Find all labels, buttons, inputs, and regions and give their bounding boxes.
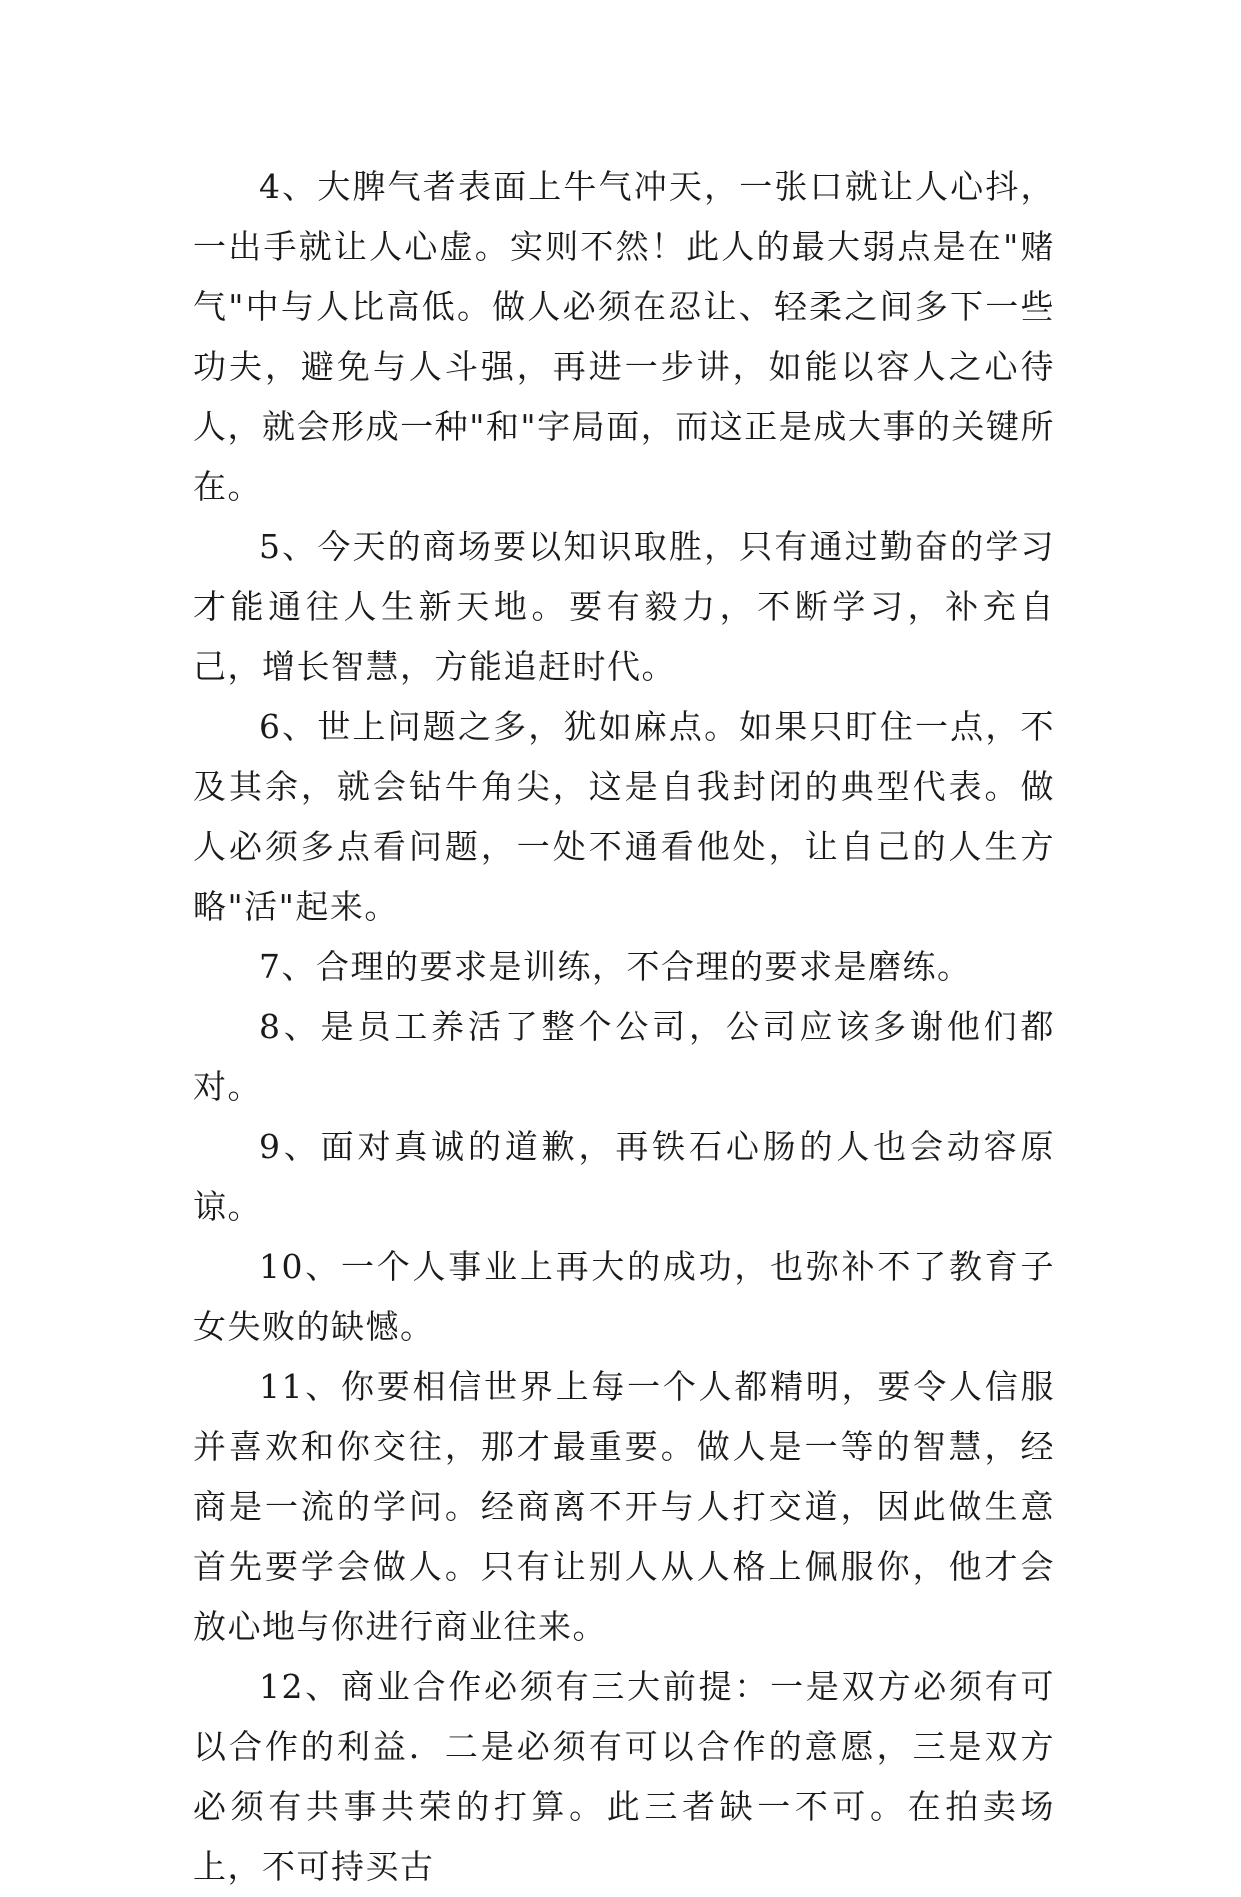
paragraph-8: 8、是员工养活了整个公司，公司应该多谢他们都对。 [193, 1007, 1055, 1106]
paragraph-4: 4、大脾气者表面上牛气冲天，一张口就让人心抖，一出手就让人心虚。实则不然！此人的最大弱点是在"赌气"中与人比高低。做人必须在忍让、轻柔之间多下一些功夫，避免与人斗强，再进一步讲，如能以容人之心待人，就会形成一种"和"字局面，而这正是成大事的关键所在。 [193, 167, 1055, 506]
paragraph-9: 9、面对真诚的道歉，再铁石心肠的人也会动容原谅。 [193, 1127, 1055, 1226]
paragraph-6: 6、世上问题之多，犹如麻点。如果只盯住一点，不及其余，就会钻牛角尖，这是自我封闭的典型代表。做人必须多点看问题，一处不通看他处，让自己的人生方略"活"起来。 [193, 707, 1055, 926]
document-body [193, 157, 1055, 1897]
paragraph-12: 12、商业合作必须有三大前提：一是双方必须有可以合作的利益．二是必须有可以合作的意愿，三是双方必须有共事共荣的打算。此三者缺一不可。在拍卖场上，不可持买古 [193, 1667, 1055, 1886]
paragraph-5: 5、今天的商场要以知识取胜，只有通过勤奋的学习才能通往人生新天地。要有毅力，不断学习，补充自己，增长智慧，方能追赶时代。 [193, 527, 1055, 686]
paragraph-10: 10、一个人事业上再大的成功，也弥补不了教育子女失败的缺憾。 [193, 1247, 1055, 1346]
paragraph-11: 11、你要相信世界上每一个人都精明，要令人信服并喜欢和你交往，那才最重要。做人是一等的智慧，经商是一流的学问。经商离不开与人打交道，因此做生意首先要学会做人。只有让别人从人格上佩服你，他才会放心地与你进行商业往来。 [193, 1367, 1055, 1646]
paragraph-7: 7、合理的要求是训练，不合理的要求是磨练。 [259, 947, 972, 986]
